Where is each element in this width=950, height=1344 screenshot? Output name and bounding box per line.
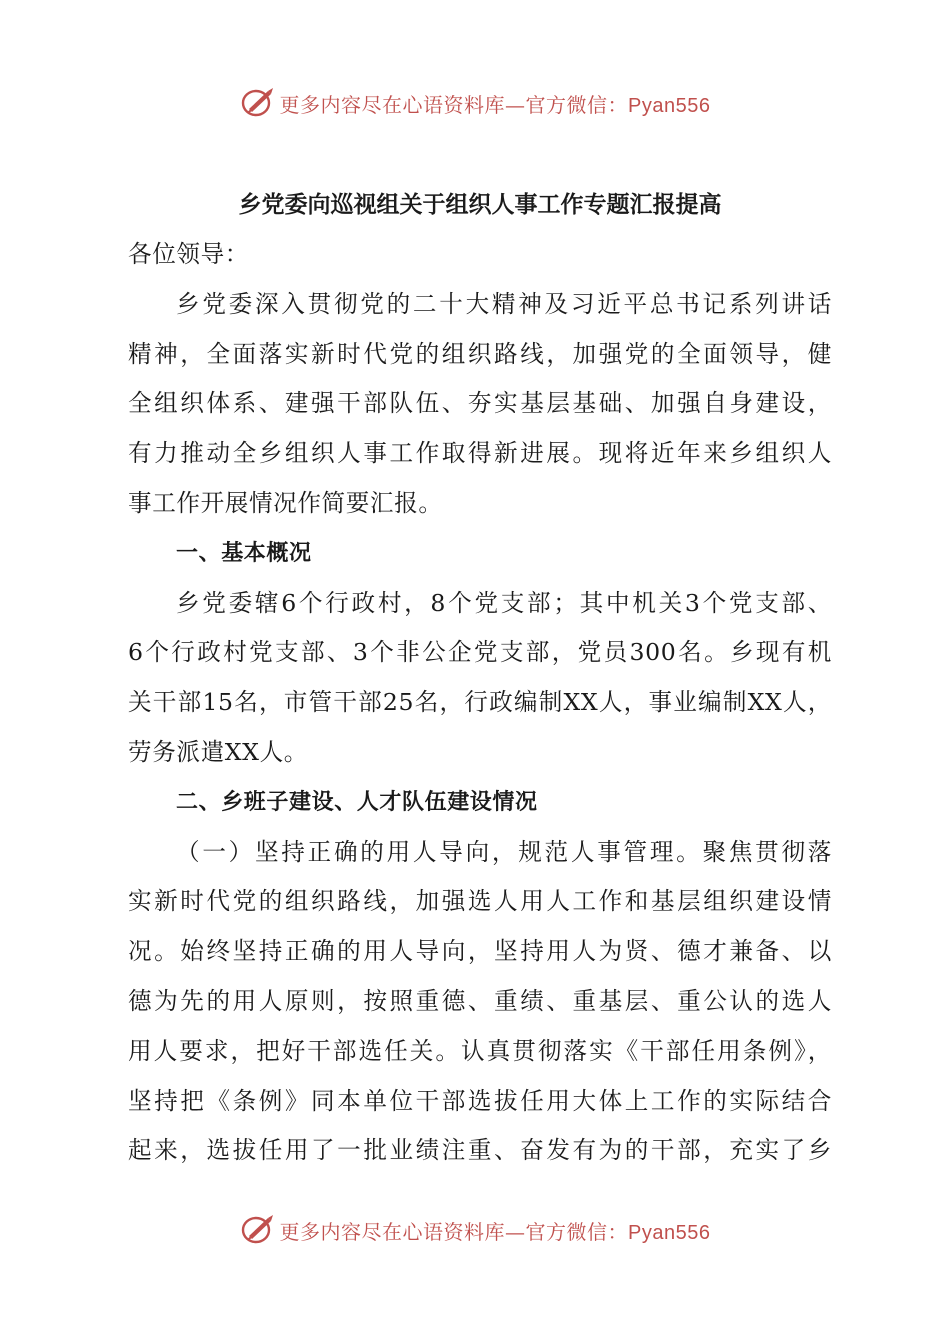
section1-line: 6个行政村党支部、3个非公企党支部，党员300名。乡现有机 bbox=[128, 638, 832, 667]
section1-line: 乡党委辖6个行政村，8个党支部；其中机关3个党支部、 bbox=[176, 588, 832, 617]
footer-banner bbox=[0, 1207, 950, 1253]
footer-wechat-id: Pyan556 bbox=[628, 1221, 711, 1244]
section1-line: 劳务派遣XX人。 bbox=[128, 737, 308, 766]
footer-banner-text: 更多内容尽在心语资料库—官方微信： bbox=[279, 1219, 629, 1244]
section-heading-basic-overview: 一、基本概况 bbox=[176, 540, 312, 566]
greeting: 各位领导： bbox=[128, 240, 249, 268]
intro-line: 事工作开展情况作简要汇报。 bbox=[128, 488, 443, 517]
section2-line: （一）坚持正确的用人导向，规范人事管理。聚焦贯彻落 bbox=[176, 837, 832, 866]
section2-line: 用人要求，把好干部选任关。认真贯彻落实《干部任用条例》， bbox=[128, 1036, 832, 1065]
document-body bbox=[128, 180, 832, 1176]
intro-line: 全组织体系、建强干部队伍、夯实基层基础、加强自身建设， bbox=[128, 389, 832, 418]
quill-logo-icon bbox=[240, 1212, 276, 1248]
section2-line: 坚持把《条例》同本单位干部选拔任用大体上工作的实际结合 bbox=[128, 1086, 832, 1115]
header-wechat-id: Pyan556 bbox=[628, 94, 711, 117]
intro-line: 有力推动全乡组织人事工作取得新进展。现将近年来乡组织人 bbox=[128, 439, 832, 468]
header-banner-text: 更多内容尽在心语资料库—官方微信： bbox=[279, 92, 629, 117]
section1-line: 关干部15名，市管干部25名，行政编制XX人，事业编制XX人， bbox=[128, 688, 832, 717]
quill-logo-icon bbox=[240, 85, 276, 121]
section2-line: 况。始终坚持正确的用人导向，坚持用人为贤、德才兼备、以 bbox=[128, 937, 832, 966]
intro-line: 精神，全面落实新时代党的组织路线，加强党的全面领导，健 bbox=[128, 339, 832, 368]
header-banner bbox=[0, 80, 950, 126]
intro-line: 乡党委深入贯彻党的二十大精神及习近平总书记系列讲话 bbox=[176, 289, 832, 318]
section2-line: 起来，选拔任用了一批业绩注重、奋发有为的干部，充实了乡 bbox=[128, 1136, 832, 1165]
section2-line: 德为先的用人原则，按照重德、重绩、重基层、重公认的选人 bbox=[128, 986, 832, 1015]
section2-line: 实新时代党的组织路线，加强选人用人工作和基层组织建设情 bbox=[128, 887, 832, 916]
section-heading-team-building: 二、乡班子建设、人才队伍建设情况 bbox=[176, 789, 538, 815]
document-title: 乡党委向巡视组关于组织人事工作专题汇报提高 bbox=[238, 192, 722, 218]
